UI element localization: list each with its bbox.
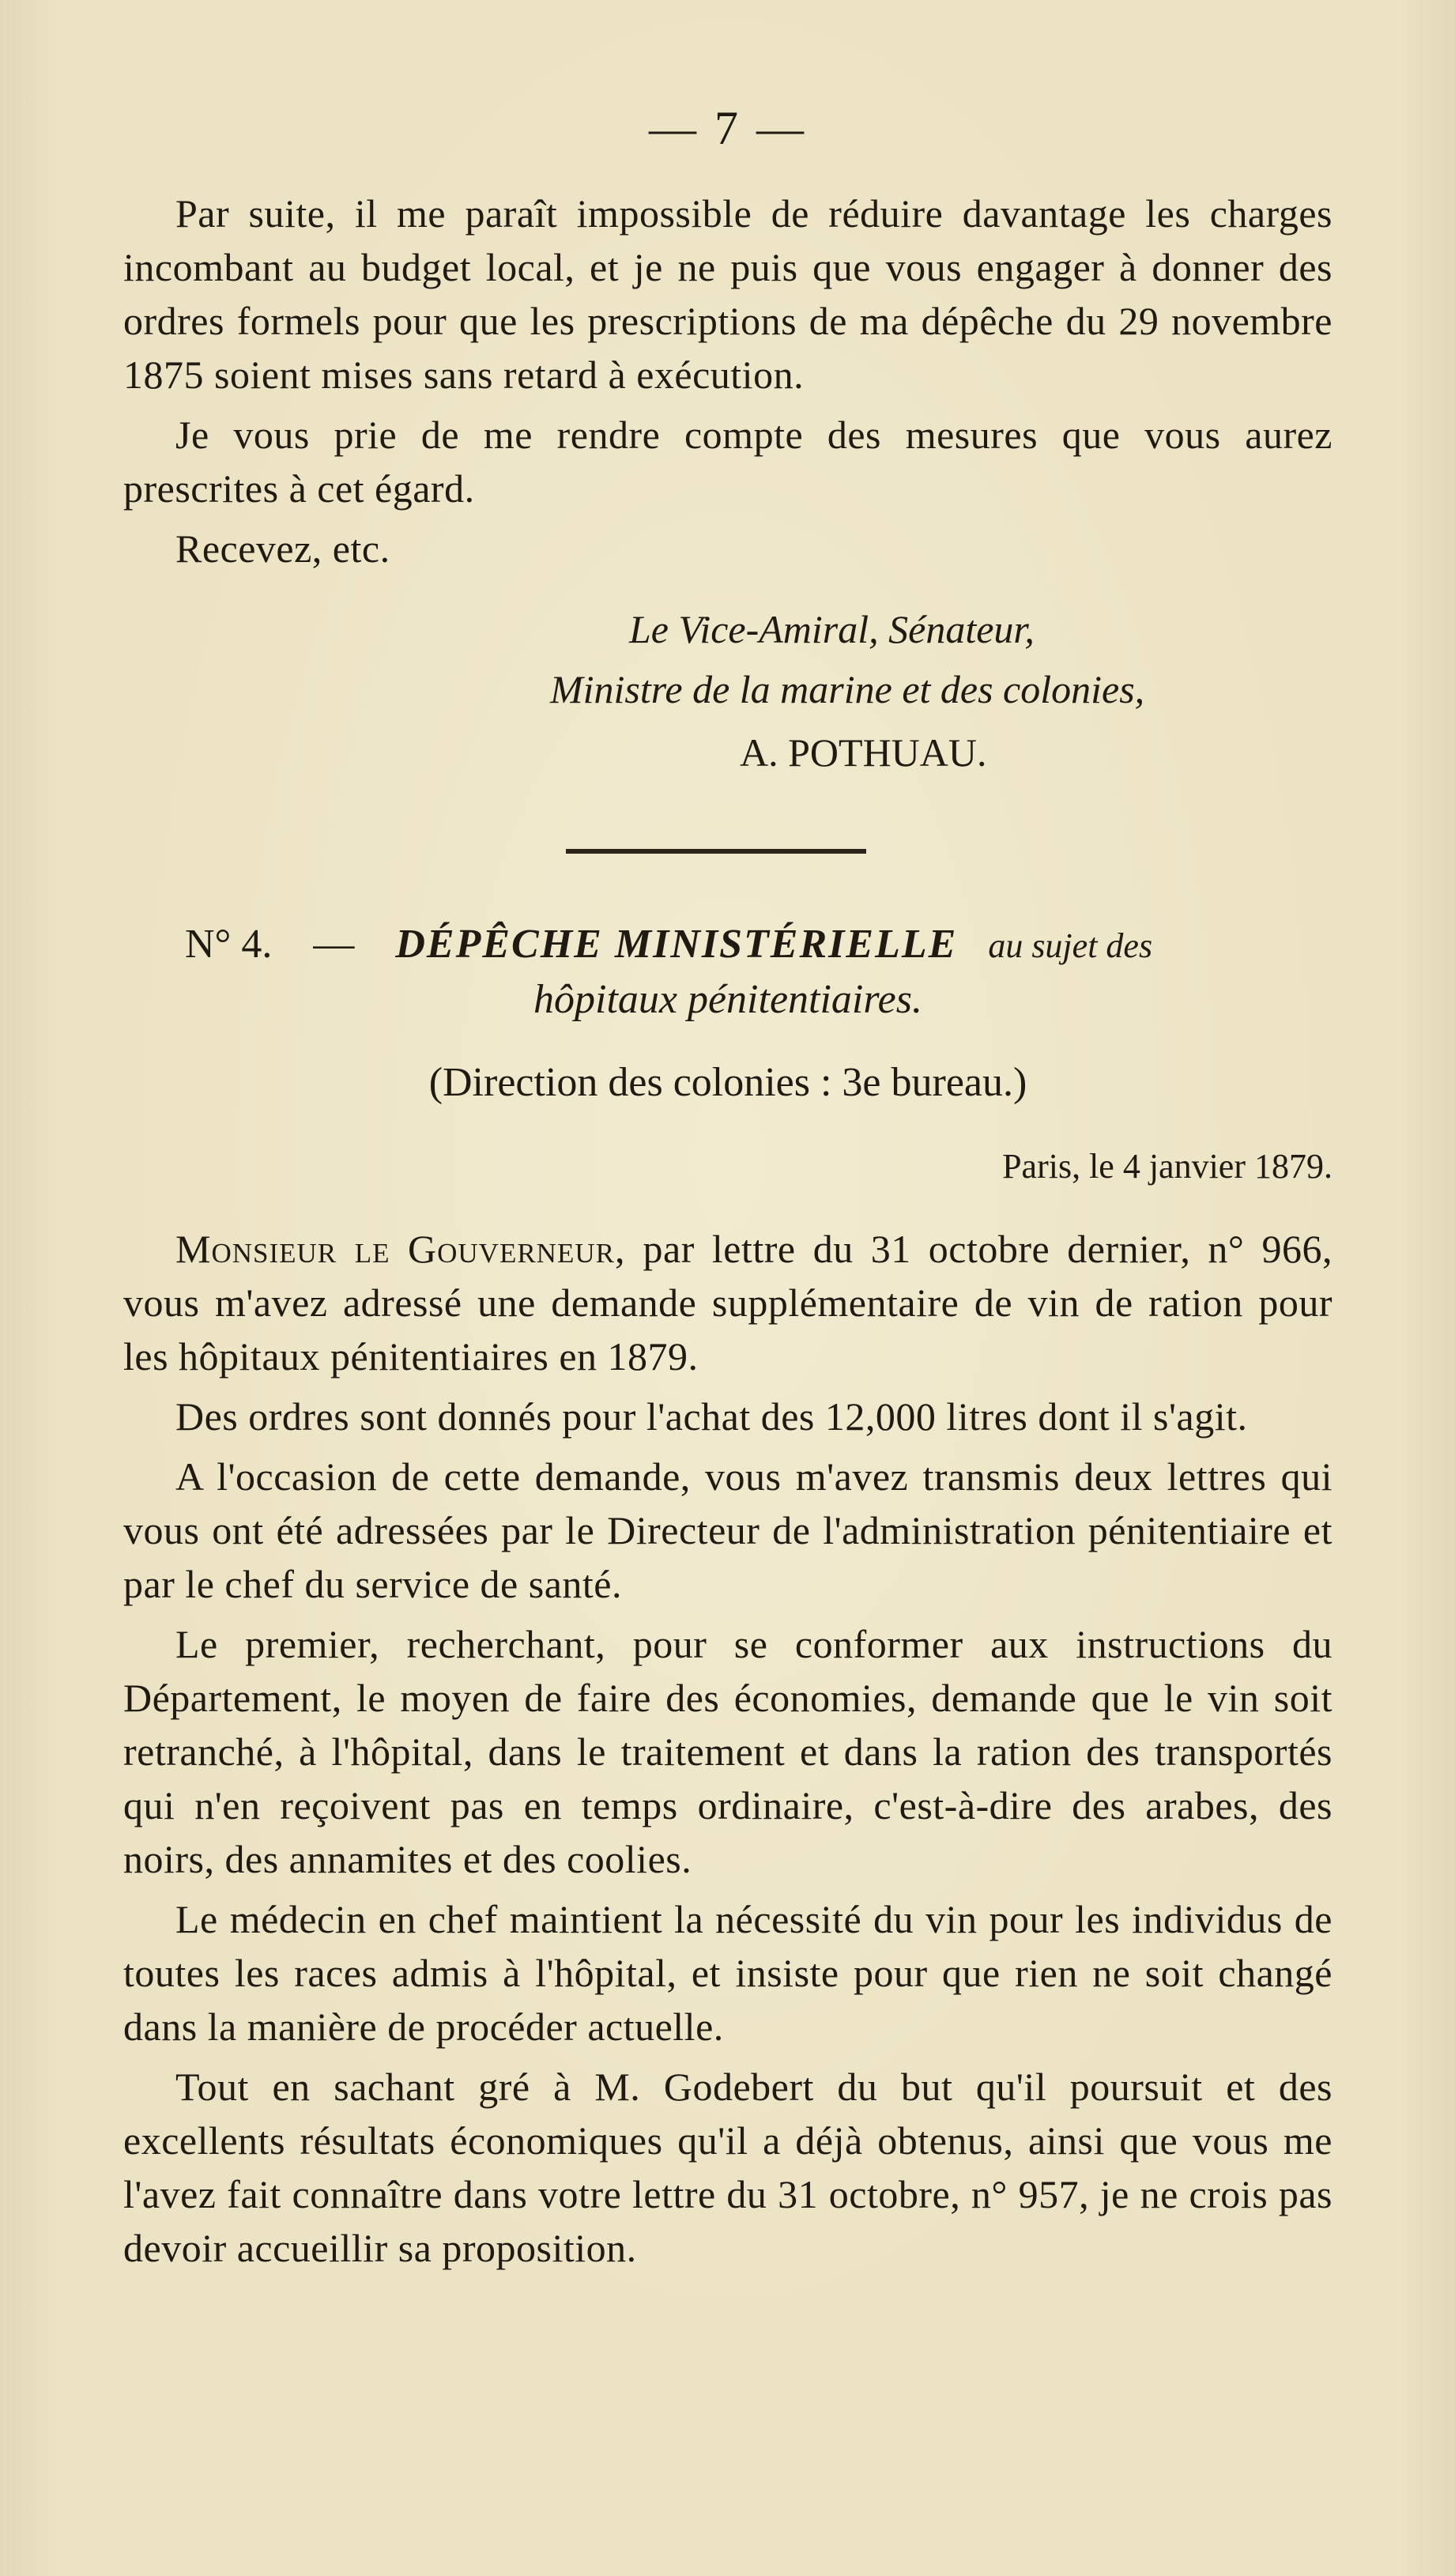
closing-formula: Recevez, etc. xyxy=(175,526,390,571)
intro-paragraph-2: Je vous prie de me rendre compte des mesures que vous aurez prescrites à cet égard. xyxy=(123,413,1332,511)
section-title-continuation: hôpitaux pénitentiaires. xyxy=(533,977,922,1022)
page-number: — 7 — xyxy=(649,102,807,154)
section-dash: — xyxy=(313,922,355,967)
body-paragraph-4: Le premier, recherchant, pour se conformer aux instructions du Département, le moyen de faire des économies, demande que le vin soit retranché, à l'hôpital, dans le traitement et dans la ration des transportés qui n'en reçoivent pas en temps ordinaire, c'est-à-dire des arabes, des noirs, des annamites et des coolies. xyxy=(123,1622,1332,1881)
body-paragraph-1 xyxy=(123,1222,1332,1383)
section-divider xyxy=(566,849,866,854)
section-title-main: DÉPÊCHE MINISTÉRIELLE xyxy=(395,922,958,967)
intro-text xyxy=(123,187,1332,582)
body-paragraph-1-text: par lettre du 31 octobre dernier, n° 966, vous m'avez adressé une demande supplémentaire de vin de ration pour les hôpitaux pénitentiaires en 1879. xyxy=(123,1227,1332,1379)
section-number: N° 4. xyxy=(185,922,273,967)
section-title-line xyxy=(185,917,1152,974)
signature-ministry: Ministre de la marine et des colonies, xyxy=(550,667,1145,711)
intro-paragraph-1: Par suite, il me paraît impossible de réduire davantage les charges incombant au budget local, et je ne puis que vous engager à donner des ordres formels pour que les prescriptions de ma dépêche du 29 novembre 1875 soient mises sans retard à exécution. xyxy=(123,191,1332,397)
body-paragraph-5: Le médecin en chef maintient la nécessité du vin pour les individus de toutes les races admis à l'hôpital, et insiste pour que rien ne soit changé dans la manière de procéder actuelle. xyxy=(123,1897,1332,2049)
dateline: Paris, le 4 janvier 1879. xyxy=(1002,1147,1332,1186)
letter-body xyxy=(123,1222,1332,2281)
body-paragraph-2: Des ordres sont donnés pour l'achat des 12,000 litres dont il s'agit. xyxy=(175,1394,1248,1439)
signature-title: Le Vice-Amiral, Sénateur, xyxy=(629,607,1035,651)
signature-name: A. POTHUAU. xyxy=(740,730,987,775)
body-paragraph-6: Tout en sachant gré à M. Godebert du but qu'il poursuit et des excellents résultats économiques qu'il a déjà obtenus, ainsi que vous me l'avez fait connaître dans votre lettre du 31 octobre, n° 957, je ne crois pas devoir accueillir sa proposition. xyxy=(123,2065,1332,2270)
section-title-rest: au sujet des xyxy=(988,926,1153,965)
body-paragraph-3: A l'occasion de cette demande, vous m'avez transmis deux lettres qui vous ont été adressées par le Directeur de l'administration pénitentiaire et par le chef du service de santé. xyxy=(123,1454,1332,1606)
salutation: Monsieur le Gouverneur, xyxy=(175,1227,626,1271)
section-direction: (Direction des colonies : 3e bureau.) xyxy=(428,1060,1027,1105)
